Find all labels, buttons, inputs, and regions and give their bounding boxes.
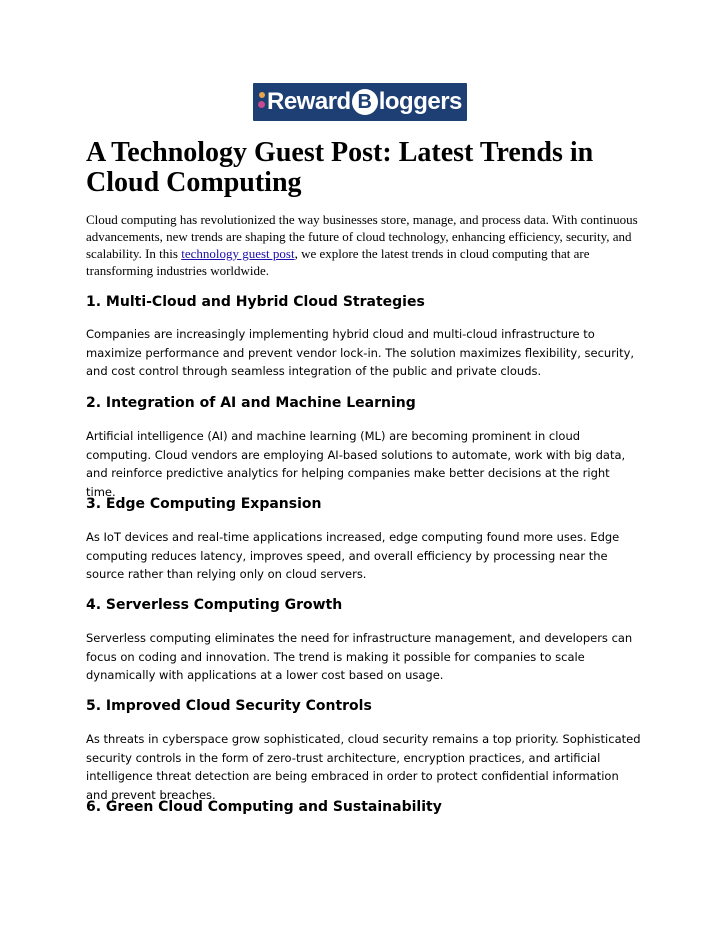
logo-dots-icon (258, 91, 266, 113)
section-heading-multi-cloud: 1. Multi-Cloud and Hybrid Cloud Strategies (86, 294, 425, 310)
section-body-multi-cloud: Companies are increasingly implementing hybrid cloud and multi-cloud infrastructure to maximize performance and prevent vendor lock-in. The solution maximizes flexibility, security, and cost control through seamless integration of the public and private clouds. (86, 327, 635, 378)
section-heading-security: 5. Improved Cloud Security Controls (86, 698, 372, 714)
section-body-edge-computing: As IoT devices and real-time applications increased, edge computing found more uses. Edge computing reduces latency, improves speed, and overall efficiency by processing near the source rather than relying only on cloud servers. (86, 530, 620, 581)
section-heading-green-cloud: 6. Green Cloud Computing and Sustainability (86, 799, 442, 815)
section-heading-edge-computing: 3. Edge Computing Expansion (86, 496, 322, 512)
section-body-ai-ml: Artificial intelligence (AI) and machine learning (ML) are becoming prominent in cloud computing. Cloud vendors are employing AI-based solutions to automate, work with big data, and reinforce predictive analytics for helping companies make better decisions at the right time. (86, 429, 626, 499)
logo-text-reward: Reward (267, 88, 351, 115)
page-title: A Technology Guest Post: Latest Trends in Cloud Computing (86, 137, 594, 198)
reward-bloggers-logo (253, 83, 467, 121)
section-heading-ai-ml: 2. Integration of AI and Machine Learning (86, 395, 416, 411)
intro-text-after-link: , we explore the latest trends in cloud computing that are transforming industries worldwide. (86, 246, 590, 278)
section-heading-serverless: 4. Serverless Computing Growth (86, 597, 343, 613)
section-body-serverless: Serverless computing eliminates the need for infrastructure management, and developers can focus on coding and innovation. The trend is making it possible for companies to scale dynamically with applications at a lower cost based on usage. (86, 631, 633, 682)
section-body-security: As threats in cyberspace grow sophisticated, cloud security remains a top priority. Sophisticated security controls in the form of zero-trust architecture, encryption practices, and artificial intelligence threat detection are being embraced in order to protect confidential information and prevent breaches. (86, 732, 641, 802)
technology-guest-post-link[interactable]: technology guest post (181, 246, 295, 261)
logo-letter-b: B (352, 89, 378, 115)
intro-paragraph (86, 211, 646, 279)
intro-text-before-link: Cloud computing has revolutionized the way businesses store, manage, and process data. With continuous advancements, new trends are shaping the future of cloud technology, enhancing efficiency, security, and scalability. In this (86, 212, 638, 261)
logo-text-loggers: loggers (378, 88, 462, 115)
